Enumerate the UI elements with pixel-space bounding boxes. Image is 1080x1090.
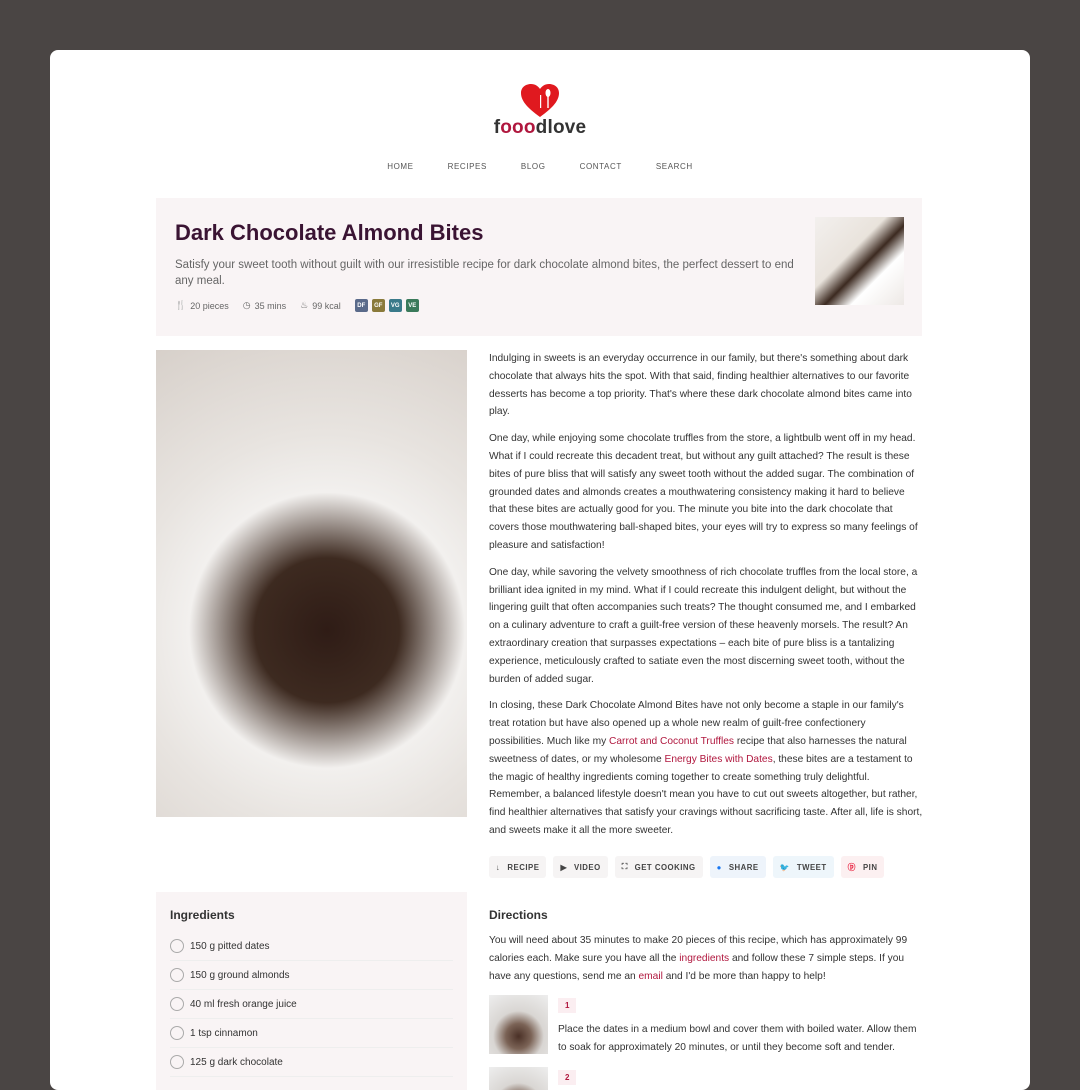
main-nav — [50, 162, 1030, 171]
badge-vegetarian[interactable]: VG — [389, 299, 402, 312]
calories: 99 kcal — [312, 300, 341, 311]
link-energy-bites[interactable]: Energy Bites with Dates — [664, 753, 773, 765]
step-number: 1 — [558, 998, 576, 1013]
badge-gluten-free[interactable]: GF — [372, 299, 385, 312]
logo-text-accent: ooo — [500, 117, 536, 138]
label: GET COOKING — [634, 862, 696, 872]
jump-to-recipe-button[interactable] — [489, 856, 546, 878]
text: , these bites are a testament to the magic of healthy ingredients coming together to create something truly delightful. Remember, a balanced lifestyle doesn't mean you have to cut out sweets altogether, but rather, find healthier alternatives that satisfy your cravings without sacrificing taste. After all, life is short, and sweets make it all the more sweeter. — [489, 753, 923, 836]
servings: 20 pieces — [190, 300, 229, 311]
pinterest-icon: ⓟ — [847, 862, 856, 872]
ingredient-item[interactable] — [170, 990, 453, 1019]
ingredient-item[interactable] — [170, 932, 453, 961]
recipe-meta — [175, 299, 423, 312]
action-buttons — [489, 856, 884, 878]
ingredient-item[interactable] — [170, 1048, 453, 1077]
share-facebook-button[interactable] — [710, 856, 766, 878]
directions-section — [489, 908, 923, 1090]
step-text: Place the dates in a medium bowl and cover them with boiled water. Allow them to soak for approximately 20 minutes, or until they become soft and tender. — [558, 1024, 917, 1054]
recipe-header — [156, 198, 922, 336]
link-carrot-truffles[interactable]: Carrot and Coconut Truffles — [609, 735, 734, 747]
story-paragraph: One day, while enjoying some chocolate truffles from the store, a lightbulb went off in my head. What if I could recreate this decadent treat, but without any guilt attached? The result is these bites of pure bliss that will satisfy any sweet tooth without the added sugar. The combination of grounded dates and almonds creates a mouthwatering consistency making it hard to believe that these bites are actually good for you. The minute you bite into the dark chocolate that covers those mouthwatering ball-shaped bites, your eyes will try to express so many feelings of pleasure and satisfaction! — [489, 433, 918, 551]
ingredient-item[interactable] — [170, 961, 453, 990]
label: PIN — [862, 862, 878, 872]
checkbox[interactable] — [170, 1055, 184, 1069]
clock-icon: ◷ — [242, 300, 251, 310]
site-logo[interactable] — [50, 83, 1030, 139]
heart-logo-icon — [520, 83, 560, 119]
arrow-down-icon: ↓ — [496, 862, 501, 872]
label: TWEET — [796, 862, 827, 872]
text: recipe that also harnesses the natural sweetness of dates, or my wholesome — [489, 735, 907, 765]
nav-contact[interactable]: CONTACT — [579, 162, 622, 171]
nav-search[interactable]: SEARCH — [655, 162, 693, 171]
label: 150 g ground almonds — [190, 969, 290, 981]
logo-text-suffix: dlove — [535, 117, 587, 138]
logo-text: f — [493, 117, 501, 138]
story-paragraph: Indulging in sweets is an everyday occurrence in our family, but there's something about dark chocolate that always hits the spot. With that said, finding healthier alternatives to our favorite desserts has become a top priority. That's where these dark chocolate almond bites came into play. — [489, 353, 912, 418]
label: VIDEO — [573, 862, 601, 872]
directions-intro — [489, 932, 923, 985]
fullscreen-icon: ⛶ — [621, 862, 628, 871]
get-cooking-button[interactable] — [615, 856, 703, 878]
label: 150 g pitted dates — [190, 940, 270, 952]
nav-recipes[interactable]: RECIPES — [447, 162, 487, 171]
email-link[interactable]: email — [638, 970, 663, 982]
step-number: 2 — [558, 1070, 576, 1085]
checkbox[interactable] — [170, 997, 184, 1011]
direction-step — [489, 1067, 923, 1090]
play-icon: ▶ — [560, 862, 567, 872]
ingredients-panel — [156, 892, 467, 1090]
text: and I'd be more than happy to help! — [662, 970, 826, 982]
utensils-icon: 🍴 — [175, 300, 187, 310]
story-paragraph: One day, while savoring the velvety smoothness of rich chocolate truffles from the local store, a brilliant idea ignited in my mind. What if I could recreate this indulgent delight, but without the lingering guilt that often accompanies such treats? The thought consumed me, and I embarked on a culinary adventure to craft a guilt-free version of these heavenly morsels. The result? An extraordinary creation that surpasses expectations – each bite of pure bliss is a tantalizing experience, meticulously crafted to satiate even the most discerning sweet tooth, without the burden of added sugar. — [489, 566, 918, 685]
badge-dairy-free[interactable]: DF — [355, 299, 368, 312]
direction-step — [489, 995, 923, 1057]
nav-home[interactable]: HOME — [387, 162, 414, 171]
label: 1 tsp cinnamon — [190, 1027, 258, 1039]
recipe-title: Dark Chocolate Almond Bites — [175, 220, 484, 245]
ingredients-title: Ingredients — [170, 908, 235, 922]
checkbox[interactable] — [170, 939, 184, 953]
badge-vegan[interactable]: VE — [406, 299, 419, 312]
flame-icon: ♨ — [300, 300, 309, 310]
checkbox[interactable] — [170, 968, 184, 982]
recipe-main-image — [156, 350, 467, 817]
facebook-icon: ● — [716, 862, 722, 872]
recipe-description: Satisfy your sweet tooth without guilt with our irresistible recipe for dark chocolate almond bites, the perfect dessert to end any meal. — [175, 259, 794, 287]
ingredients-link[interactable]: ingredients — [679, 952, 730, 964]
label: SHARE — [728, 862, 759, 872]
cook-time: 35 mins — [254, 300, 287, 311]
text: and follow these 7 simple steps. If you have any questions, send me an — [489, 952, 905, 982]
text: In closing, these Dark Chocolate Almond Bites have not only become a staple in our family's treat rotation but have also opened up a whole new realm of guilt-free confectionery possibilities. Much like my — [489, 700, 904, 747]
label: RECIPE — [507, 862, 540, 872]
label: 125 g dark chocolate — [190, 1056, 283, 1068]
pin-button[interactable] — [841, 856, 885, 878]
story-paragraph — [489, 697, 923, 839]
tweet-button[interactable] — [773, 856, 834, 878]
page-card — [50, 50, 1030, 1090]
recipe-thumbnail — [815, 217, 904, 305]
checkbox[interactable] — [170, 1026, 184, 1040]
step-image — [489, 995, 548, 1054]
label: 40 ml fresh orange juice — [190, 998, 297, 1010]
nav-blog[interactable]: BLOG — [520, 162, 546, 171]
step-image — [489, 1067, 548, 1090]
text: You will need about 35 minutes to make 20 pieces of this recipe, which has approximately 99 calories each. Make sure you have all the — [489, 935, 908, 964]
ingredient-item[interactable] — [170, 1019, 453, 1048]
recipe-story — [489, 350, 923, 849]
directions-title: Directions — [489, 908, 548, 922]
video-button[interactable] — [553, 856, 607, 878]
twitter-icon: 🐦 — [779, 862, 790, 872]
